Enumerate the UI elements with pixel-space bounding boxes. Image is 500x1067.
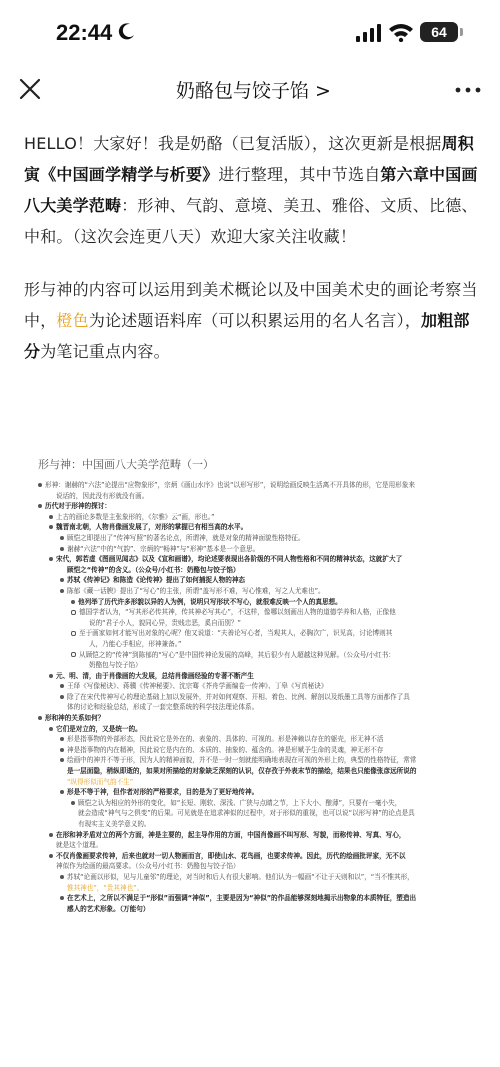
bullet-icon [49, 833, 53, 837]
bullet-icon [60, 536, 64, 540]
note-text: 在艺术上，之所以不满足于“形似”而强调“神似”，主要是因为“神似”的作品能够深刻地揭示出物象的本质特征，塑造出 [67, 894, 417, 903]
note-line [34, 766, 474, 777]
nav-bar [0, 64, 500, 114]
note-text: 是一层面隐，稍纵即逝的，如果对所描绘的对象缺乏深刻的认识，仅存孜于外表末节的描绘，结果也只能像张彦远所说的 [67, 767, 417, 776]
bullet-icon [60, 547, 64, 551]
moon-icon [117, 21, 137, 41]
bullet-icon [60, 748, 64, 752]
note-line [34, 692, 474, 703]
note-line [34, 702, 474, 713]
notes-image[interactable] [34, 448, 474, 1058]
intro-text-3: ：形神、气韵、意境、美丑、雅俗、文质、比德、中和。（这次会连更八天）欢迎大家关注收藏！ [24, 196, 478, 246]
battery-tip [460, 28, 463, 36]
note-text: 不仅肖像画要求传神，后来也就对一切人物画而言，即使山水、花鸟画，也要求传神。因此，历代的绘画批评家，无不以 [56, 851, 406, 860]
note-line [34, 628, 474, 639]
note-text: 奶酪包与饺子馅） [89, 661, 142, 670]
note-line [34, 734, 474, 745]
note-line [34, 671, 474, 682]
note-text: 就会造成“神气与之俱变”的后果。可见就是在追求神似的过程中，对于形似的重视，也可以说“以形写神”的论点是具 [78, 809, 415, 818]
note-text: “纵得形似而气韵不生” [67, 777, 134, 786]
bullet-icon [38, 483, 42, 487]
bullet-icon [71, 801, 75, 805]
note-line [34, 819, 474, 830]
bullet-icon [60, 589, 64, 593]
bullet-icon [60, 684, 64, 688]
notes-list [34, 480, 474, 914]
note-text: 宋代，郭若虚《图画见闻志》以及《宣和画谱》，均论述要表现出各阶级的不同人物性格和不同的精神状态，这就扩大了 [56, 555, 403, 564]
bullet-icon [60, 695, 64, 699]
note-text: 苏轼“论画以形似，见与儿童邻”的理论，对当时和后人有很大影响。他们认为一幅画“不让于天则和以”，“当不惟其形， [67, 872, 414, 881]
bullet-icon [60, 790, 64, 794]
note-line [34, 872, 474, 883]
post-body [24, 128, 480, 367]
note-line [34, 501, 474, 512]
note-text: 它们是对立的，又是统一的。 [56, 724, 142, 733]
note-line [34, 904, 474, 915]
note-line [34, 607, 474, 618]
note-line [34, 851, 474, 862]
note-line [34, 522, 474, 533]
status-bar [0, 0, 500, 64]
note-text: 他列举了历代许多形貌以异的人为例，说明只写形状不写心，就很难反映一个人的真思想。 [78, 597, 342, 606]
intro-chapter-title: 第六章中国画八大美学范畴 [24, 165, 478, 215]
note-line [34, 565, 474, 576]
note-line [34, 533, 474, 544]
note-text: 说的“君子小人，貌同心异，贵贱忠恶，奚自而别？” [89, 618, 241, 627]
note-text: 体的讨论和经验总结，形成了一套完整系统的科学技法理论体系。 [67, 703, 259, 712]
bullet-icon [71, 600, 75, 604]
note-line [34, 713, 474, 724]
intro-text-2: 进行整理，其中节选自 [218, 165, 381, 184]
author-name-link[interactable]: 奶酪包与饺子馅 > [176, 80, 331, 102]
note-line [34, 798, 474, 809]
orange-keyword: 橙色 [56, 311, 89, 330]
note-line [34, 755, 474, 766]
note-text: 魏晋南北朝，人物肖像画发展了，对形的掌握已有相当高的水平。 [56, 523, 248, 532]
note-line [34, 512, 474, 523]
notes-title: 形与神：中国画八大美学范畴（一） [38, 458, 214, 471]
note-line [34, 861, 474, 872]
bullet-icon [38, 504, 42, 508]
bullet-icon [71, 610, 76, 615]
bullet-icon [49, 525, 53, 529]
note-text: 人，乃能心手相应，形神兼备。” [89, 639, 182, 648]
usage-text-2: 为论述题语料库（可以积累运用的名人名言）， [88, 311, 422, 330]
note-line [34, 893, 474, 904]
intro-book-title: 周积寅《中国画学精学与析要》 [24, 134, 474, 184]
bullet-icon [60, 737, 64, 741]
note-text: 感人的艺术形象。（万能句） [67, 904, 150, 913]
note-text: 元、明、清，由于肖像画的大发展，总结肖像画经验的专著不断产生 [56, 671, 254, 680]
close-icon[interactable] [16, 75, 44, 103]
note-text: 顾恺之即提出了“传神写照”的著名论点，所谓神，就是对象的精神面貌性格特征。 [67, 533, 305, 542]
note-line [34, 681, 474, 692]
note-text: 形和神的关系如何？ [45, 714, 105, 723]
usage-paragraph [24, 274, 480, 367]
note-text: 形是不等于神，但作者对形的严格要求，目的是为了更好地传神。 [67, 788, 259, 797]
bullet-icon [60, 758, 64, 762]
bullet-icon [49, 727, 53, 731]
note-line [34, 650, 474, 661]
note-text: 顾恺之认为相应的外形的变化，如“长短、刚软、深浅、广狭与点睛之节，上下大小、酿薄”，只要有一毫小失， [78, 798, 402, 807]
more-options-icon[interactable] [452, 78, 484, 102]
note-line [34, 787, 474, 798]
note-line [34, 586, 474, 597]
note-line [34, 660, 474, 671]
note-text: 王绎《写像秘诀》、蒋骥《传神秘要》、沈宗骞《芥舟学画编卷一传神》、丁皋《写真秘诀》 [67, 682, 328, 691]
bullet-icon [49, 854, 53, 858]
note-text: 苏轼《传神记》和陈造《论传神》提出了如何捕捉人物的神态 [67, 576, 246, 585]
bold-keyword: 加粗部分 [24, 311, 470, 361]
note-text: 形神：谢赫的“六法”论提出“应物象形”，宗炳《画山水序》也说“以形写形”，说明绘画反映生活离不开具体的形，它是用形象来 [45, 481, 415, 489]
note-line [34, 575, 474, 586]
note-line [34, 597, 474, 608]
note-line [34, 840, 474, 851]
note-text: 谢赫“六法”中的“气韵”、宗炳的“畅神”与“形神”基本是一个意思。 [67, 544, 260, 553]
note-text: 至于画家如何才能写出对象的心呢？他又说道：“夫善论写心者，当观其人，必胸次广，识见高，讨论博则其 [79, 629, 393, 638]
note-text: 上古的画论多数是主张象形的，《尔雅》云“画，形也。” [56, 512, 215, 521]
note-line [34, 745, 474, 756]
bullet-icon [60, 896, 64, 900]
note-text: 有现实主义美学意义的。 [78, 820, 151, 828]
note-text: 惟其神也”，“贵其神也”。 [67, 883, 144, 892]
note-text: 绘画中的神并不等于形，因为人的精神面貌，并不是一时一刻就能明确地表现在可视的外形上的，典型的性格特征，常常 [67, 756, 417, 765]
usage-text-1: 形与神的内容可以运用到美术概论以及中国美术史的画论考察当中， [24, 280, 478, 330]
note-text: 说话的，因此没有形就没有画。 [56, 491, 149, 500]
bullet-icon [71, 631, 76, 636]
note-text: 历代对于形神的探讨： [45, 502, 111, 511]
bullet-icon [49, 515, 53, 519]
bullet-icon [71, 652, 76, 657]
note-line [34, 830, 474, 841]
note-line [34, 554, 474, 565]
bullet-icon [49, 557, 53, 561]
note-text: 神是指事物的内在精神，因此说它是内在的、本质的、抽象的、蕴含的。神是形赋予生命的灵魂，神无形不存 [67, 745, 384, 754]
note-text: 在形和神矛盾对立的两个方面，神是主要的，起主导作用的方面，中国肖像画不叫写形、写貌，而称传神、写真、写心， [56, 830, 406, 839]
note-line [34, 491, 474, 502]
note-line [34, 808, 474, 819]
note-line [34, 724, 474, 735]
status-time: 22:44 [56, 20, 113, 45]
battery-indicator: 64 [420, 22, 458, 42]
note-text: 就是这个道理。 [56, 841, 103, 850]
intro-paragraph [24, 128, 480, 252]
note-text: 顾恺之“传神”的含义。（公众号/小红书：奶酪包与饺子馅） [67, 565, 240, 574]
bullet-icon [60, 875, 64, 879]
bullet-icon [38, 716, 42, 720]
note-line [34, 480, 474, 491]
note-line [34, 618, 474, 629]
usage-text-3: 为笔记重点内容。 [40, 342, 170, 361]
note-text: 陈郁《藏一话腴》提出了“写心”的主张，所谓“盖写形不难，写心惟难，写之人尤难也”。 [67, 586, 325, 595]
cellular-signal-icon [356, 24, 382, 42]
note-line [34, 883, 474, 894]
intro-text-1: HELLO！大家好！我是奶酪（已复活版），这次更新是根据 [24, 134, 442, 153]
note-line [34, 544, 474, 555]
note-text: 德国学者认为，“写其形必传其神，传其神必写其心”，不这样，像哪以刻画出人物的道德学养和人格，正像他 [79, 608, 396, 617]
note-text: 形是指事物的外部形态，因此说它是外在的、表象的、具体的、可视的。形是神赖以存在的躯壳，形无神不活 [67, 735, 384, 744]
note-text: 神似作为绘画的最高要求。（公众号/小红书：奶酪包与饺子馅） [56, 862, 240, 871]
bullet-icon [60, 578, 64, 582]
bullet-icon [49, 674, 53, 678]
note-line [34, 639, 474, 650]
note-line [34, 777, 474, 788]
wifi-icon [388, 22, 414, 42]
note-text: 从顾恺之的“传神”到陈郁的“写心”是中国传神论发展的高峰，其后很少有人超越这种见解。（公众号/小红书： [79, 650, 395, 659]
note-text: 除了在宋代传神写心的理论基础上加以发展外，并对如何观察、开相、着色、比例、解剖以及纸墨工具等方面都作了具 [67, 692, 410, 701]
